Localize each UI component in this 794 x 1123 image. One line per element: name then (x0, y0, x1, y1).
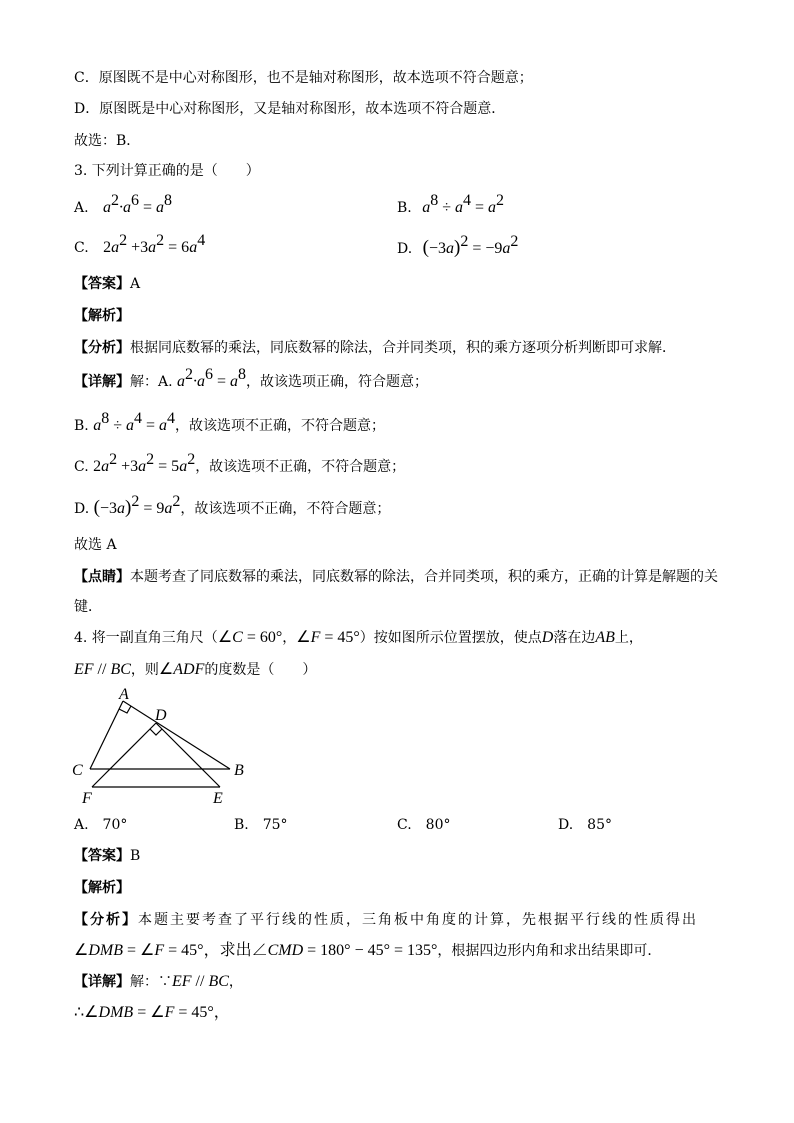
q3-analysis-tag: 【解析】 (74, 308, 130, 324)
q4-detail (74, 972, 243, 992)
label-b: B (234, 762, 244, 779)
q3-detail-b-formula: $a^8 \div a^4 = a^4$ (93, 410, 176, 434)
right-angle-d (150, 729, 162, 735)
label-f: F (82, 790, 92, 807)
q4-angle-f: ∠F = 45° (296, 629, 360, 646)
q3-dianjing-text-1: 本题考查了同底数幂的乘法，同底数幂的除法，合并同类项，积的乘方，正确的计算是解题的关 (130, 569, 718, 585)
q4-fenxi-text: 本题主要考查了平行线的性质，三角板中角度的计算，先根据平行线的性质得出 (138, 912, 698, 928)
q3-option-b (397, 192, 505, 219)
q3-fenxi-text: 根据同底数幂的乘法，同底数幂的除法，合并同类项，积的乘方逐项分析判断即可求解． (130, 340, 676, 356)
q4-option-c: C. 80° (397, 817, 451, 833)
q4-fenxi-text-2: ，根据四边形内角和求出结果即可． (437, 943, 662, 959)
q4-angle-adf: ∠ADF (158, 661, 205, 678)
q4-stem-1a: 4. 将一副直角三角尺（ (74, 630, 218, 646)
q4-detail-tag: 【详解】 (74, 974, 130, 990)
q4-detail-step-formula: ∴∠DMB = ∠F = 45°， (74, 1004, 230, 1021)
q3-answer (74, 274, 140, 294)
label-a: A (119, 686, 129, 703)
q4-answer-value: B (130, 848, 141, 864)
label-d: D (155, 707, 167, 724)
q3-detail-c (74, 451, 406, 477)
q3-detail-b (74, 410, 386, 436)
q4-stem-2b: ，则 (130, 662, 159, 678)
q3-detail-d-prefix: D. (74, 501, 90, 517)
q3-answer-tag: 【答案】 (74, 276, 130, 292)
q4-parallel: EF // BC (74, 661, 131, 678)
q4-point-d: D (541, 629, 554, 646)
q3-detail-d-formula: $(-3a)^2 = 9a^2$ (93, 493, 181, 518)
q4-fenxi-2 (74, 941, 661, 961)
q3-option-d-formula: $(-3a)^2 = -9a^2$ (422, 233, 519, 258)
q3-option-c-formula: $2a^2 +3a^2 = 6a^4$ (103, 232, 206, 256)
q3-detail-c-formula: $2a^2 +3a^2 = 5a^2$ (93, 451, 196, 475)
q3-option-c (74, 232, 206, 259)
q3-dianjing-2: 键． (74, 599, 102, 615)
q4-option-a: A. 70° (74, 817, 128, 833)
q4-detail-comma: ， (228, 974, 243, 990)
q4-detail-parallel: EF // BC (172, 973, 229, 990)
q3-detail-b-prefix: B. (74, 418, 89, 434)
q4-angle-c: ∠C = 60° (217, 629, 283, 646)
label-c: C (72, 762, 83, 779)
q3-fenxi-tag: 【分析】 (74, 340, 130, 356)
q3-detail-a-suffix: ，故该选项正确，符合题意； (246, 374, 429, 390)
q4-fenxi (74, 910, 698, 930)
q3-dianjing (74, 567, 718, 587)
q3-detail-a-formula: $a^2\cdot a^6 = a^8$ (177, 366, 247, 390)
prev-choice-line: 故选：B． (74, 133, 141, 149)
q4-answer-tag: 【答案】 (74, 848, 130, 864)
segment-df (92, 723, 156, 787)
q4-stem-1b: ， (282, 630, 297, 646)
q3-stem: 3. 下列计算正确的是（ ） (74, 163, 260, 179)
q4-fenxi-tag: 【分析】 (74, 912, 138, 928)
q4-analysis-tag: 【解析】 (74, 880, 130, 896)
q3-detail-d-suffix: ，故该选项不正确，不符合题意； (180, 501, 391, 517)
q3-detail-a-prefix: 解：A. (130, 374, 173, 390)
q3-choose: 故选 A (74, 537, 117, 553)
q4-stem-1e: 上， (614, 630, 643, 646)
segment-ab (123, 701, 230, 769)
q4-option-d: D. 85° (558, 817, 612, 833)
q4-stem-2c: 的度数是（ ） (204, 662, 317, 678)
segment-de (156, 723, 220, 787)
label-e: E (213, 790, 223, 807)
q4-option-b: B. 75° (234, 817, 288, 833)
q3-detail-c-suffix: ，故该选项不正确，不符合题意； (195, 459, 406, 475)
q4-stem-1d: 落在边 (553, 630, 596, 646)
q3-option-d-label: D. (397, 241, 413, 257)
prev-option-d-line: D．原图既是中心对称图形，又是轴对称图形，故本选项不符合题意． (74, 101, 506, 117)
q3-option-d (397, 233, 519, 260)
q4-answer (74, 846, 140, 866)
segment-ca (90, 701, 123, 769)
q3-answer-value: A (130, 276, 141, 292)
q3-option-a-formula: $a^2\cdot a^6 = a^8$ (103, 192, 173, 216)
q3-detail-c-prefix: C. (74, 459, 89, 475)
q3-option-b-label: B. (397, 200, 412, 216)
q3-option-a-label: A. (74, 200, 89, 216)
q3-dianjing-tag: 【点睛】 (74, 569, 130, 585)
q3-detail-b-suffix: ，故该选项不正确，不符合题意； (175, 418, 386, 434)
q3-option-c-label: C. (74, 240, 89, 256)
q4-stem-1c: ）按如图所示位置摆放，使点 (359, 630, 542, 646)
q3-detail-tag: 【详解】 (74, 374, 130, 390)
q3-detail-d (74, 493, 391, 519)
q4-side-ab: AB (595, 629, 615, 646)
q4-fenxi-formula: ∠DMB = ∠F = 45°，求出∠CMD = 180° − 45° = 135° (74, 942, 438, 959)
q3-fenxi (74, 338, 676, 358)
q4-stem-line-2 (74, 660, 316, 680)
q4-detail-prefix: 解：∵ (130, 974, 172, 990)
right-angle-a (119, 706, 131, 713)
q3-option-b-formula: $a^8 \div a^4 = a^2$ (422, 192, 505, 216)
prev-option-c-line: C．原图既不是中心对称图形，也不是轴对称图形，故本选项不符合题意； (74, 70, 533, 86)
q3-option-a (74, 192, 173, 219)
q4-stem-line-1 (74, 628, 643, 648)
q4-figure (60, 685, 260, 810)
q3-detail-a (74, 366, 429, 392)
q4-detail-step (74, 1003, 230, 1023)
